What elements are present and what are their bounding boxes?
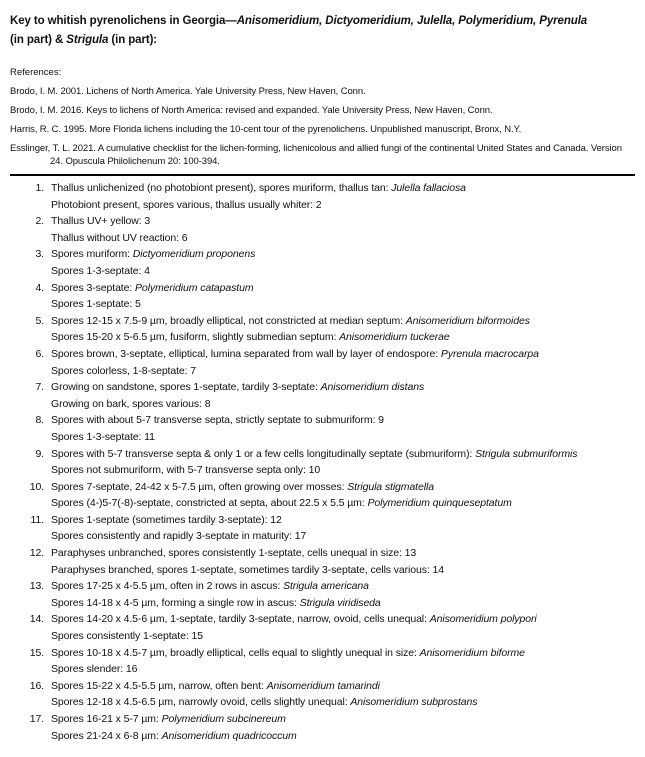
species-name: Strigula stigmatella [347, 480, 434, 493]
key-item [10, 213, 635, 246]
key-lead-text: Spores colorless, 1-8-septate: 7 [51, 364, 197, 377]
reference-entry: Brodo, I. M. 2001. Lichens of North America. Yale University Press, New Haven, Conn. [10, 86, 366, 97]
key-item-number: 6. [35, 347, 44, 360]
species-name: Anisomeridium quadricoccum [161, 729, 297, 742]
key-lead [10, 711, 635, 728]
key-lead-text: Spores with 5-7 transverse septa & only 1 or a few cells longitudinally septate (submuriform): Strigula submuriformis [51, 447, 578, 460]
key-lead-text: Spores 1-3-septate: 11 [51, 430, 155, 443]
key-lead [10, 329, 635, 346]
key-item-number: 8. [35, 414, 44, 427]
key-lead-text: Growing on bark, spores various: 8 [51, 397, 211, 410]
key-lead [10, 197, 635, 214]
key-lead [10, 512, 635, 529]
key-lead [10, 611, 635, 628]
species-name: Polymeridium catapastum [135, 281, 254, 294]
key-item [10, 446, 635, 479]
key-lead [10, 495, 635, 512]
key-lead-text: Spores 21-24 x 6-8 µm: Anisomeridium quadricoccum [51, 729, 297, 742]
key-item-number: 5. [35, 314, 44, 327]
key-lead-text: Spores 15-20 x 5-6.5 µm, fusiform, slightly submedian septum: Anisomeridium tuckerae [51, 331, 450, 344]
key-lead-text: Thallus without UV reaction: 6 [51, 231, 188, 244]
species-name: Anisomeridium biformoides [405, 314, 530, 327]
key-item [10, 678, 635, 711]
key-lead-text: Thallus UV+ yellow: 3 [51, 215, 151, 228]
key-lead [10, 446, 635, 463]
key-item-number: 11. [30, 513, 44, 526]
key-lead-text: Spores 7-septate, 24-42 x 5-7.5 µm, often growing over mosses: Strigula stigmatella [51, 480, 434, 493]
key-lead-text: Spores 1-3-septate: 4 [51, 264, 150, 277]
key-item [10, 578, 635, 611]
key-item-number: 9. [35, 447, 44, 460]
key-lead [10, 379, 635, 396]
key-lead [10, 728, 635, 745]
key-lead-text: Spores not submuriform, with 5-7 transverse septa only: 10 [51, 464, 321, 477]
title-strigula-italic: Strigula [66, 34, 109, 46]
key-lead [10, 429, 635, 446]
key-lead [10, 562, 635, 579]
key-list [10, 180, 635, 744]
key-lead-text: Spores 14-18 x 4-5 µm, forming a single row in ascus: Strigula viridiseda [51, 596, 381, 609]
key-item [10, 280, 635, 313]
key-lead [10, 661, 635, 678]
key-item-number: 13. [29, 580, 44, 593]
key-item-number: 2. [35, 215, 44, 228]
key-lead [10, 479, 635, 496]
key-item-number: 4. [35, 281, 44, 294]
title-lead-text: Key to whitish pyrenolichens in Georgia— [10, 15, 237, 27]
species-name: Strigula viridiseda [299, 596, 381, 609]
divider-rule [10, 174, 635, 176]
title-genera-italic: Anisomeridium, Dictyomeridium, Julella, Polymeridium, Pyrenula [236, 15, 588, 27]
key-lead [10, 313, 635, 330]
key-lead-text: Spores (4-)5-7(-8)-septate, constricted at septa, about 22.5 x 5.5 µm: Polymeridium quinqueseptatum [51, 497, 512, 510]
key-lead [10, 412, 635, 429]
key-lead-text: Spores 14-20 x 4.5-6 µm, 1-septate, tardily 3-septate, narrow, ovoid, cells unequal: Anisomeridium polypori [51, 613, 537, 626]
key-lead-text: Spores 15-22 x 4.5-5.5 µm, narrow, often bent: Anisomeridium tamarindi [51, 679, 380, 692]
key-lead-text: Paraphyses branched, spores 1-septate, sometimes tardily 3-septate, cells various: 14 [51, 563, 445, 576]
key-item-number: 10. [29, 480, 44, 493]
key-lead [10, 346, 635, 363]
key-lead-text: Spores 10-18 x 4.5-7 µm, broadly elliptical, cells equal to slightly unequal in size: Anisomeridium biforme [51, 646, 525, 659]
key-lead [10, 263, 635, 280]
title-tail-text: (in part): [108, 34, 158, 46]
species-name: Anisomeridium distans [320, 381, 425, 394]
key-lead-text: Paraphyses unbranched, spores consistently 1-septate, cells unequal in size: 13 [51, 547, 417, 560]
reference-entry: Brodo, I. M. 2016. Keys to lichens of North America: revised and expanded. Yale University Press, New Haven, Conn. [10, 105, 493, 116]
key-lead [10, 230, 635, 247]
species-name: Anisomeridium tuckerae [339, 331, 450, 344]
key-item [10, 313, 635, 346]
key-lead [10, 180, 635, 197]
key-item-number: 17. [29, 713, 44, 725]
key-lead-text: Photobiont present, spores various, thallus usually whiter: 2 [51, 198, 322, 211]
key-lead [10, 578, 635, 595]
key-item [10, 412, 635, 445]
references-label: References: [10, 67, 62, 78]
key-lead [10, 694, 635, 711]
species-name: Julella fallaciosa [391, 182, 466, 194]
key-item-number: 12. [29, 547, 44, 560]
key-item [10, 379, 635, 412]
key-lead-text: Spores 12-15 x 7.5-9 µm, broadly elliptical, not constricted at median septum: Anisomeridium biformoides [51, 314, 530, 327]
key-lead-text: Spores 16-21 x 5-7 µm: Polymeridium subcinereum [51, 713, 286, 725]
species-name: Anisomeridium biforme [419, 646, 525, 659]
key-lead-text: Spores muriform: Dictyomeridium proponens [51, 248, 256, 261]
references-section [10, 66, 635, 168]
references-list [10, 85, 635, 168]
page-title [10, 12, 635, 50]
key-lead [10, 462, 635, 479]
key-item [10, 645, 635, 678]
key-lead-text: Spores 12-18 x 4.5-6.5 µm, narrowly ovoid, cells slightly unequal: Anisomeridium subprostans [51, 696, 478, 709]
key-lead [10, 213, 635, 230]
key-lead [10, 595, 635, 612]
key-lead [10, 545, 635, 562]
key-lead-text: Spores slender: 16 [51, 663, 138, 676]
species-name: Anisomeridium subprostans [350, 696, 478, 709]
species-name: Dictyomeridium proponens [132, 248, 256, 261]
key-item-number: 3. [35, 248, 44, 261]
key-lead [10, 280, 635, 297]
reference-entry: Esslinger, T. L. 2021. A cumulative checklist for the lichen-forming, lichenicolous and allied fungi of the continental United States and Canada. Version 24. Opuscula Philolichenum 20: 100-394. [10, 143, 622, 167]
species-name: Anisomeridium tamarindi [266, 679, 380, 692]
key-item [10, 346, 635, 379]
key-lead-text: Spores 1-septate: 5 [51, 298, 141, 311]
key-lead-text: Spores consistently 1-septate: 15 [51, 630, 203, 643]
key-lead [10, 296, 635, 313]
key-lead [10, 678, 635, 695]
species-name: Strigula submuriformis [475, 447, 578, 460]
reference-entry: Harris, R. C. 1995. More Florida lichens including the 10-cent tour of the pyrenolichens. Unpublished manuscript, Bronx, N.Y. [10, 124, 522, 135]
key-item [10, 545, 635, 578]
key-lead [10, 628, 635, 645]
key-lead-text: Spores 17-25 x 4-5.5 µm, often in 2 rows in ascus: Strigula americana [51, 580, 369, 593]
key-lead-text: Growing on sandstone, spores 1-septate, tardily 3-septate: Anisomeridium distans [51, 381, 425, 394]
key-lead-text: Spores with about 5-7 transverse septa, strictly septate to submuriform: 9 [51, 414, 384, 427]
key-item [10, 512, 635, 545]
key-lead [10, 246, 635, 263]
key-item [10, 180, 635, 213]
key-lead-text: Thallus unlichenized (no photobiont present), spores muriform, thallus tan: Julella fallaciosa [51, 182, 466, 194]
key-lead [10, 528, 635, 545]
species-name: Pyrenula macrocarpa [440, 347, 539, 360]
key-item-number: 16. [29, 679, 44, 692]
key-lead [10, 363, 635, 380]
key-lead-text: Spores consistently and rapidly 3-septate in maturity: 17 [51, 530, 307, 543]
key-item-number: 14. [29, 613, 44, 626]
key-lead [10, 645, 635, 662]
key-item-number: 7. [35, 381, 44, 394]
species-name: Polymeridium quinqueseptatum [367, 497, 512, 510]
key-item [10, 479, 635, 512]
title-mid-text: (in part) & [10, 34, 67, 46]
species-name: Polymeridium subcinereum [161, 713, 286, 725]
species-name: Anisomeridium polypori [429, 613, 537, 626]
key-item [10, 611, 635, 644]
species-name: Strigula americana [283, 580, 369, 593]
key-item [10, 246, 635, 279]
key-lead-text: Spores 3-septate: Polymeridium catapastum [51, 281, 254, 294]
key-lead-text: Spores brown, 3-septate, elliptical, lumina separated from wall by layer of endospore: Pyrenula macrocarpa [51, 347, 539, 360]
key-lead-text: Spores 1-septate (sometimes tardily 3-septate): 12 [51, 513, 282, 526]
key-item-number: 1. [35, 182, 44, 194]
key-lead [10, 396, 635, 413]
key-item-number: 15. [29, 646, 44, 659]
key-item [10, 711, 635, 744]
